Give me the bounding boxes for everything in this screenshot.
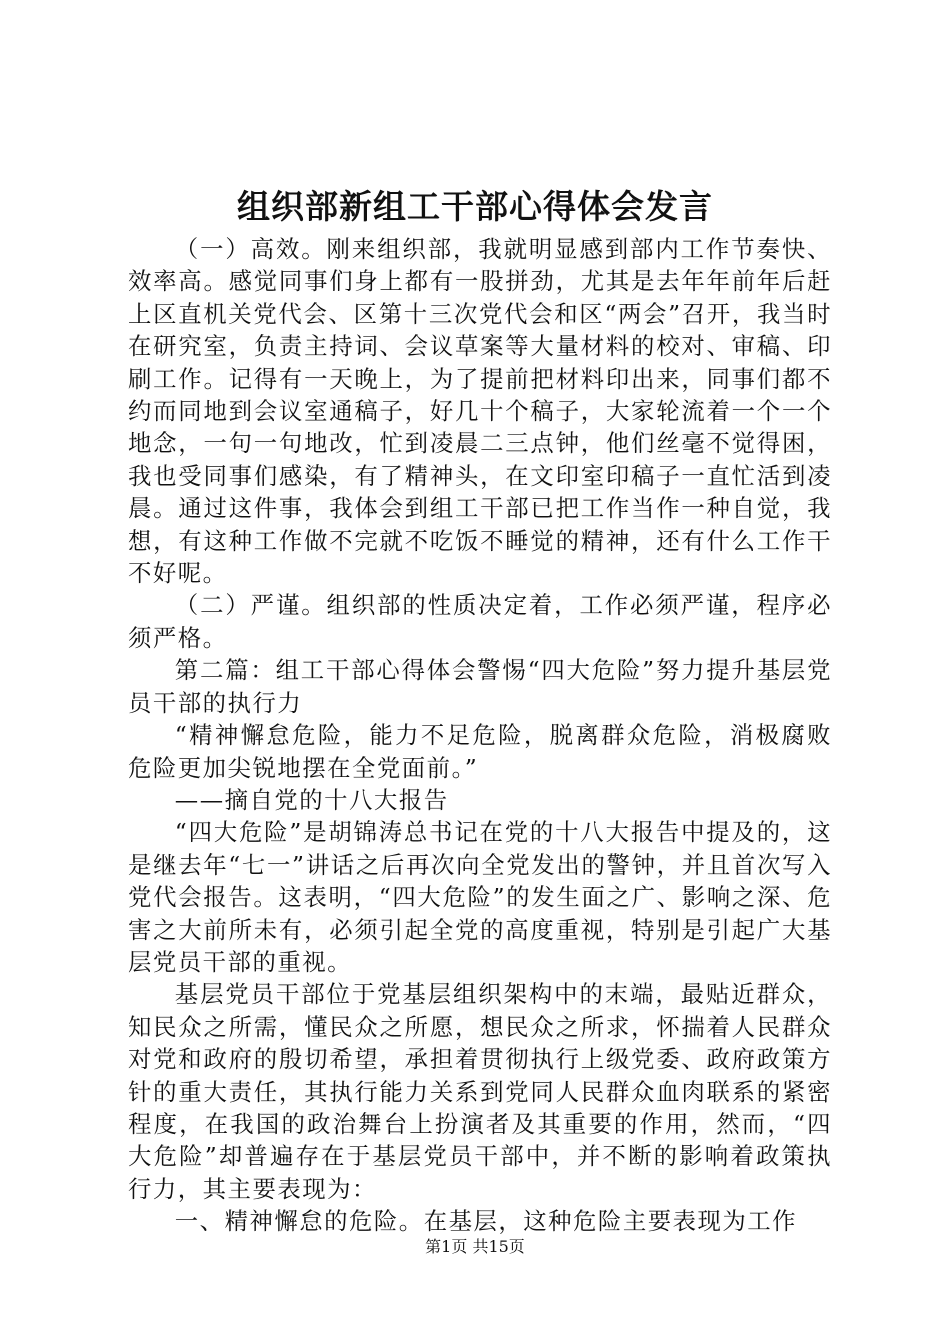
paragraph-second-article-heading: 第二篇：组工干部心得体会警惕“四大危险”努力提升基层党员干部的执行力: [128, 656, 832, 717]
paragraph-rigor: （二）严谨。组织部的性质决定着，工作必须严谨，程序必须严格。: [128, 591, 832, 652]
paragraph-danger-one: 一、精神懈怠的危险。在基层，这种危险主要表现为工作: [174, 1207, 798, 1236]
paragraph-efficiency: （一）高效。刚来组织部，我就明显感到部内工作节奏快、效率高。感觉同事们身上都有一股拼劲，尤其是去年年前年后赶上区直机关党代会、区第十三次党代会和区“两会”召开，我当时在研究室，负责主持词、会议草案等大量材料的校对、审稿、印刷工作。记得有一天晚上，为了提前把材料印出来，同事们都不约而同地到会议室通稿子，好几十个稿子，大家轮流着一个一个地念，一句一句地改，忙到凌晨二三点钟，他们丝毫不觉得困，我也受同事们感染，有了精神头，在文印室印稿子一直忙活到凌晨。通过这件事，我体会到组工干部已把工作当作一种自觉，我想，有这种工作做不完就不吃饭不睡觉的精神，还有什么工作干不好呢。: [128, 235, 832, 588]
document-body: [128, 233, 832, 1238]
paragraph-quote-source: ——摘自党的十八大报告: [174, 785, 449, 814]
paragraph-grassroots-cadres: 基层党员干部位于党基层组织架构中的末端，最贴近群众，知民众之所需，懂民众之所愿，想民众之所求，怀揣着人民群众对党和政府的殷切希望，承担着贯彻执行上级党委、政府政策方针的重大责任，其执行能力关系到党同人民群众血肉联系的紧密程度，在我国的政治舞台上扮演者及其重要的作用，然而，“四大危险”却普遍存在于基层党员干部中，并不断的影响着政策执行力，其主要表现为：: [128, 980, 832, 1203]
document-title: 组织部新组工干部心得体会发言: [237, 187, 713, 226]
paragraph-four-dangers: “四大危险”是胡锦涛总书记在党的十八大报告中提及的，这是继去年“七一”讲话之后再次向全党发出的警钟，并且首次写入党代会报告。这表明，“四大危险”的发生面之广、影响之深、危害之大前所未有，必须引起全党的高度重视，特别是引起广大基层党员干部的重视。: [128, 818, 832, 976]
page-number-footer: 第1页 共15页: [425, 1237, 525, 1256]
paragraph-quote: “精神懈怠危险，能力不足危险，脱离群众危险，消极腐败危险更加尖锐地摆在全党面前。”: [128, 721, 832, 782]
